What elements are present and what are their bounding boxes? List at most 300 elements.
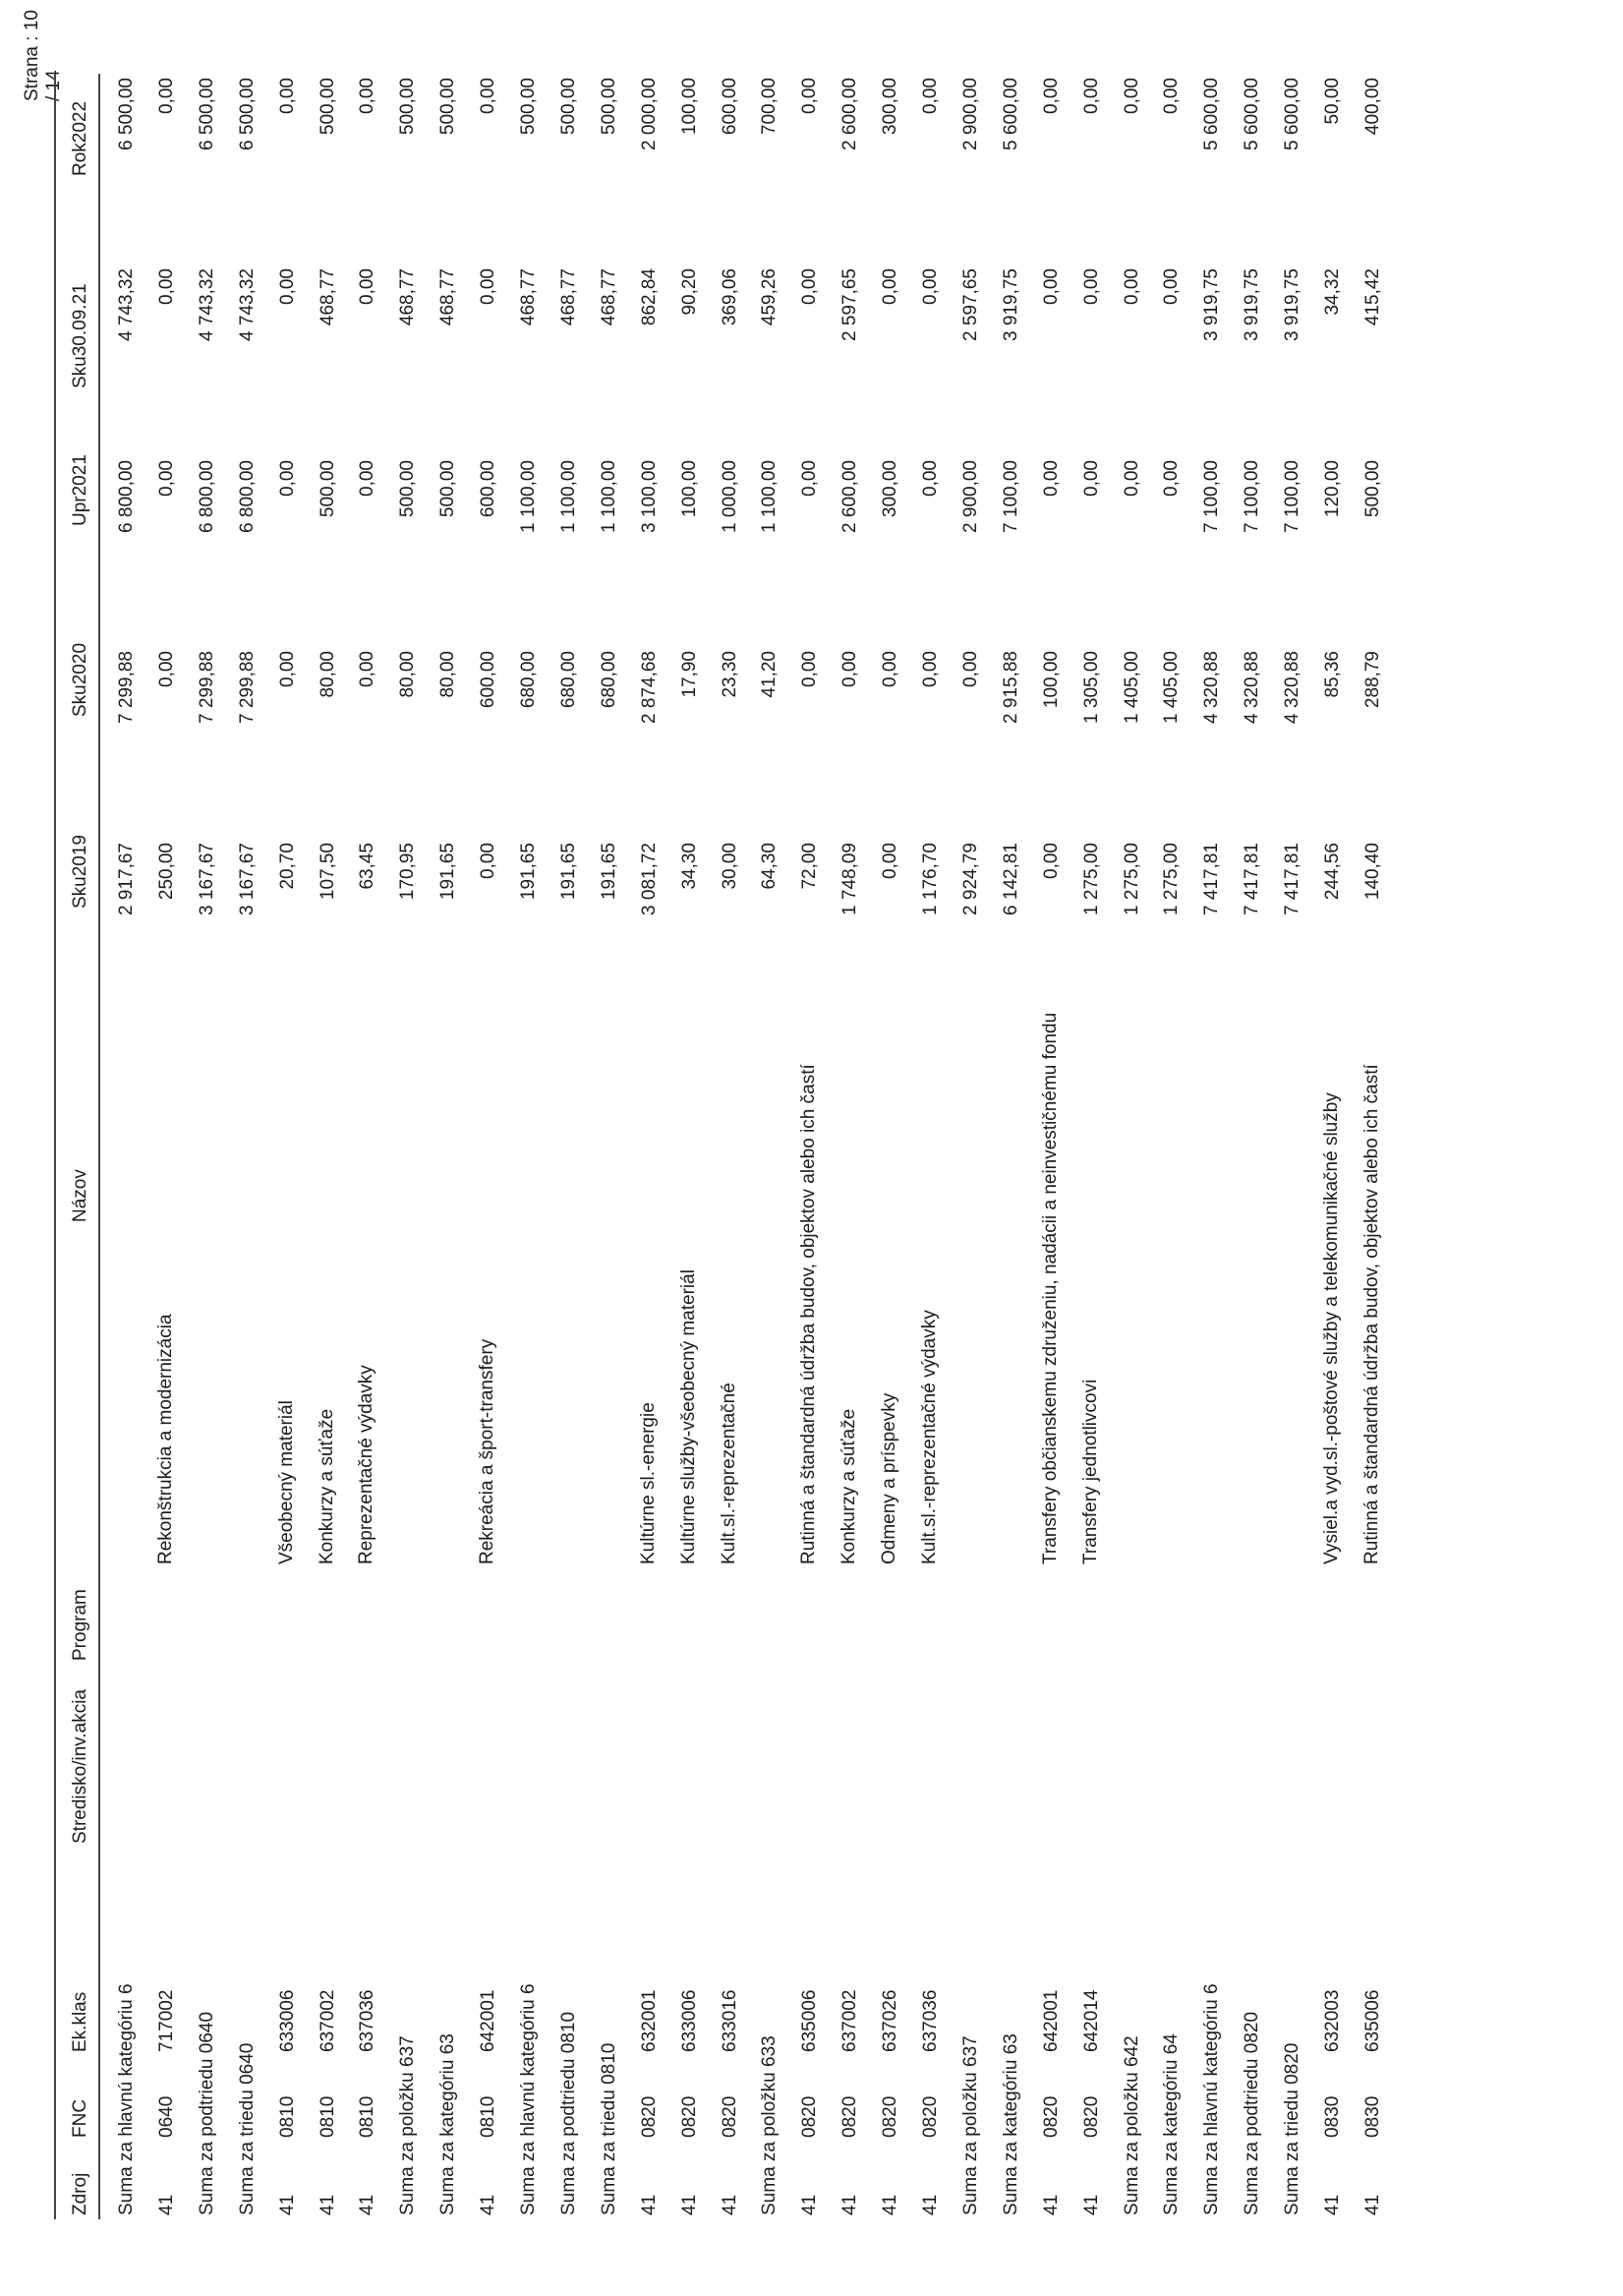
table-row <box>679 0 719 2296</box>
cell-zdroj: 41 <box>155 2194 177 2215</box>
table-row <box>116 0 155 2296</box>
cell-upr2021: 2 600,00 <box>840 460 861 533</box>
cell-sku2019: 2 924,79 <box>959 843 981 915</box>
cell-sku2020: 0,00 <box>880 651 901 687</box>
cell-ek-klas: 633006 <box>678 1989 700 2052</box>
cell-sku2020: 680,00 <box>598 651 619 709</box>
cell-rok2023 <box>599 0 620 15</box>
cell-sku30-09-21: 0,00 <box>920 268 941 305</box>
cell-ek-klas: 642014 <box>1080 1989 1102 2052</box>
cell-zdroj: Suma za hlavnú kategóriu 6 <box>1201 1983 1223 2215</box>
table-row <box>1282 0 1321 2296</box>
table-row <box>1362 0 1402 2296</box>
header-sku2019: Sku2019 <box>70 834 90 909</box>
cell-sku2020: 0,00 <box>840 651 861 687</box>
table-row <box>1041 0 1080 2296</box>
cell-rok2023 <box>558 0 580 15</box>
cell-sku30-09-21: 0,00 <box>799 268 821 305</box>
cell-zdroj: 41 <box>276 2194 298 2215</box>
cell-sku2019: 7 417,81 <box>1242 843 1263 915</box>
cell-zdroj: 41 <box>1040 2194 1062 2215</box>
cell-upr2021: 3 100,00 <box>638 460 660 533</box>
cell-rok2022: 0,00 <box>155 78 177 114</box>
cell-nazov: Transfery občianskemu združeniu, nadácii a neinvestičnému fondu <box>1039 1012 1061 1564</box>
cell-sku2019: 30,00 <box>719 843 740 890</box>
table-row <box>558 0 598 2296</box>
cell-sku30-09-21: 0,00 <box>1040 268 1062 305</box>
cell-rok2022: 0,00 <box>799 78 821 114</box>
header-ek-klas: Ek.klas <box>70 1991 90 2052</box>
cell-rok2022: 300,00 <box>880 78 901 136</box>
cell-rok2023 <box>639 0 661 15</box>
cell-rok2022: 0,00 <box>276 78 298 114</box>
cell-zdroj: 41 <box>678 2194 700 2215</box>
cell-sku2020: 2 915,88 <box>1000 651 1021 724</box>
page-number: Strana : 10 / 14 <box>22 10 64 101</box>
table-row <box>840 0 879 2296</box>
cell-ek-klas: 633006 <box>276 1989 298 2052</box>
cell-ek-klas: 637002 <box>317 1989 338 2052</box>
table-row <box>437 0 477 2296</box>
cell-ek-klas: 635006 <box>799 1989 821 2052</box>
cell-rok2023 <box>437 0 459 15</box>
cell-rok2023 <box>518 0 540 15</box>
cell-sku2020: 2 874,68 <box>638 651 660 724</box>
cell-rok2023 <box>799 0 821 15</box>
cell-fnc: 0820 <box>920 2095 941 2138</box>
cell-upr2021: 1 100,00 <box>598 460 619 533</box>
table-row <box>880 0 919 2296</box>
cell-upr2021: 500,00 <box>397 460 419 518</box>
cell-sku2020: 288,79 <box>1362 651 1383 709</box>
cell-sku2019: 63,45 <box>357 843 378 890</box>
cell-sku2019: 1 748,09 <box>840 843 861 915</box>
cell-nazov: Konkurzy a súťaže <box>316 1408 337 1564</box>
table-row <box>599 0 638 2296</box>
cell-sku2020: 100,00 <box>1040 651 1062 709</box>
cell-zdroj: Suma za hlavnú kategóriu 6 <box>116 1983 137 2215</box>
cell-zdroj: Suma za hlavnú kategóriu 6 <box>518 1983 539 2215</box>
cell-sku2019: 1 176,70 <box>920 843 941 915</box>
table-row <box>1161 0 1200 2296</box>
cell-rok2022: 0,00 <box>1080 78 1102 114</box>
table-row <box>397 0 436 2296</box>
cell-upr2021: 6 800,00 <box>116 460 137 533</box>
cell-rok2022: 5 600,00 <box>1000 78 1021 150</box>
cell-rok2022: 5 600,00 <box>1242 78 1263 150</box>
cell-zdroj: Suma za položku 637 <box>397 2035 419 2215</box>
cell-sku2020: 1 405,00 <box>1161 651 1183 724</box>
cell-fnc: 0820 <box>1040 2095 1062 2138</box>
cell-sku2019: 191,65 <box>518 843 539 901</box>
cell-rok2023 <box>840 0 861 15</box>
cell-rok2023 <box>478 0 499 15</box>
cell-rok2022: 700,00 <box>759 78 781 136</box>
cell-fnc: 0820 <box>799 2095 821 2138</box>
table-row <box>1001 0 1040 2296</box>
cell-sku30-09-21: 0,00 <box>1121 268 1142 305</box>
cell-sku2020: 7 299,88 <box>196 651 217 724</box>
cell-sku2019: 244,56 <box>1322 843 1343 901</box>
cell-rok2023 <box>1362 0 1384 15</box>
cell-rok2023 <box>1122 0 1143 15</box>
cell-ek-klas: 642001 <box>478 1989 499 2052</box>
cell-upr2021: 0,00 <box>920 460 941 497</box>
cell-sku30-09-21: 415,42 <box>1362 268 1383 326</box>
cell-rok2023 <box>318 0 339 15</box>
cell-sku2019: 3 081,72 <box>638 843 660 915</box>
cell-rok2023 <box>156 0 178 15</box>
cell-fnc: 0830 <box>1362 2095 1383 2138</box>
cell-rok2023 <box>1201 0 1223 15</box>
cell-sku30-09-21: 4 743,32 <box>236 268 258 341</box>
cell-upr2021: 500,00 <box>317 460 338 518</box>
cell-nazov: Vysiel.a vyd.sl.-poštové služby a telekomunikačné služby <box>1321 1092 1342 1564</box>
cell-rok2022: 6 500,00 <box>196 78 217 150</box>
table-row <box>1322 0 1362 2296</box>
cell-sku2020: 680,00 <box>518 651 539 709</box>
cell-fnc: 0830 <box>1322 2095 1343 2138</box>
cell-nazov: Kult.sl.-reprezentačné výdavky <box>919 1310 940 1564</box>
table-row <box>1122 0 1161 2296</box>
cell-sku30-09-21: 862,84 <box>638 268 660 326</box>
table-row <box>197 0 236 2296</box>
cell-sku2019: 64,30 <box>759 843 781 890</box>
cell-sku2020: 0,00 <box>357 651 378 687</box>
cell-rok2023 <box>116 0 138 15</box>
cell-sku30-09-21: 468,77 <box>317 268 338 326</box>
cell-zdroj: Suma za podtriedu 0820 <box>1242 2011 1263 2215</box>
cell-rok2022: 500,00 <box>317 78 338 136</box>
cell-rok2022: 500,00 <box>397 78 419 136</box>
cell-rok2023 <box>237 0 259 15</box>
cell-sku30-09-21: 468,77 <box>397 268 419 326</box>
cell-zdroj: 41 <box>1362 2194 1383 2215</box>
cell-ek-klas: 637036 <box>357 1989 378 2052</box>
cell-fnc: 0640 <box>155 2095 177 2138</box>
cell-sku30-09-21: 0,00 <box>880 268 901 305</box>
cell-fnc: 0810 <box>317 2095 338 2138</box>
header-fnc: FNC <box>70 2098 90 2138</box>
cell-rok2023 <box>759 0 781 15</box>
cell-sku30-09-21: 468,77 <box>598 268 619 326</box>
cell-fnc: 0820 <box>1080 2095 1102 2138</box>
cell-upr2021: 0,00 <box>1040 460 1062 497</box>
cell-rok2023 <box>197 0 218 15</box>
cell-upr2021: 7 100,00 <box>1282 460 1304 533</box>
cell-zdroj: 41 <box>719 2194 740 2215</box>
cell-fnc: 0820 <box>719 2095 740 2138</box>
cell-rok2023 <box>277 0 299 15</box>
cell-sku30-09-21: 468,77 <box>557 268 579 326</box>
cell-rok2022: 0,00 <box>478 78 499 114</box>
cell-sku2019: 72,00 <box>799 843 821 890</box>
header-upr2021: Upr2021 <box>70 454 90 526</box>
cell-zdroj: 41 <box>880 2194 901 2215</box>
cell-upr2021: 0,00 <box>276 460 298 497</box>
cell-nazov: Reprezentačné výdavky <box>356 1365 377 1564</box>
cell-sku30-09-21: 0,00 <box>1161 268 1183 305</box>
cell-rok2023 <box>1282 0 1304 15</box>
cell-fnc: 0810 <box>357 2095 378 2138</box>
cell-rok2022: 600,00 <box>719 78 740 136</box>
table-row <box>920 0 959 2296</box>
cell-rok2022: 500,00 <box>557 78 579 136</box>
cell-zdroj: Suma za kategóriu 63 <box>437 2033 459 2215</box>
cell-zdroj: Suma za položku 633 <box>759 2035 781 2215</box>
cell-sku30-09-21: 2 597,65 <box>959 268 981 341</box>
cell-fnc: 0820 <box>880 2095 901 2138</box>
cell-rok2023 <box>1242 0 1263 15</box>
cell-sku2019: 0,00 <box>478 843 499 879</box>
cell-rok2022: 5 600,00 <box>1282 78 1304 150</box>
cell-sku30-09-21: 0,00 <box>155 268 177 305</box>
header-sku2020: Sku2020 <box>70 642 90 717</box>
cell-ek-klas: 632001 <box>638 1989 660 2052</box>
cell-sku2019: 1 275,00 <box>1121 843 1142 915</box>
cell-zdroj: Suma za triedu 0810 <box>598 2042 619 2215</box>
cell-rok2022: 6 500,00 <box>116 78 137 150</box>
cell-rok2022: 100,00 <box>678 78 700 136</box>
cell-sku2020: 7 299,88 <box>116 651 137 724</box>
header-program: Program <box>70 1589 90 1661</box>
cell-sku2019: 34,30 <box>678 843 700 890</box>
cell-ek-klas: 633016 <box>719 1989 740 2052</box>
cell-sku30-09-21: 34,32 <box>1322 268 1343 316</box>
cell-zdroj: 41 <box>1080 2194 1102 2215</box>
table-row <box>1081 0 1121 2296</box>
cell-zdroj: Suma za položku 637 <box>959 2035 981 2215</box>
table-row <box>1242 0 1281 2296</box>
cell-upr2021: 0,00 <box>1161 460 1183 497</box>
cell-nazov: Rekonštrukcia a modernizácia <box>154 1314 176 1564</box>
table-row <box>318 0 357 2296</box>
cell-sku2019: 0,00 <box>880 843 901 879</box>
cell-sku2020: 0,00 <box>920 651 941 687</box>
cell-sku30-09-21: 3 919,75 <box>1000 268 1021 341</box>
cell-sku2019: 1 275,00 <box>1080 843 1102 915</box>
cell-rok2022: 500,00 <box>437 78 459 136</box>
header-top-rule <box>54 74 56 2219</box>
cell-rok2022: 0,00 <box>1121 78 1142 114</box>
cell-rok2023 <box>397 0 419 15</box>
cell-upr2021: 0,00 <box>1080 460 1102 497</box>
table-row <box>518 0 557 2296</box>
cell-ek-klas: 637002 <box>840 1989 861 2052</box>
cell-rok2023 <box>1161 0 1183 15</box>
cell-upr2021: 1 000,00 <box>719 460 740 533</box>
cell-rok2023 <box>357 0 378 15</box>
cell-sku2020: 80,00 <box>317 651 338 698</box>
table-row <box>237 0 276 2296</box>
cell-sku30-09-21: 468,77 <box>518 268 539 326</box>
cell-rok2023 <box>679 0 701 15</box>
cell-sku2020: 600,00 <box>478 651 499 709</box>
cell-rok2022: 2 600,00 <box>840 78 861 150</box>
cell-sku2019: 20,70 <box>276 843 298 890</box>
cell-nazov: Všeobecný materiál <box>275 1400 297 1564</box>
cell-sku2020: 17,90 <box>678 651 700 698</box>
header-bottom-rule <box>98 74 100 2219</box>
cell-sku2019: 3 167,67 <box>236 843 258 915</box>
cell-upr2021: 1 100,00 <box>557 460 579 533</box>
cell-rok2023 <box>1001 0 1022 15</box>
table-row <box>720 0 759 2296</box>
cell-nazov: Odmeny a príspevky <box>879 1392 900 1564</box>
cell-sku2020: 1 305,00 <box>1080 651 1102 724</box>
cell-ek-klas: 642001 <box>1040 1989 1062 2052</box>
cell-upr2021: 7 100,00 <box>1242 460 1263 533</box>
cell-sku2019: 3 167,67 <box>196 843 217 915</box>
cell-upr2021: 7 100,00 <box>1201 460 1223 533</box>
cell-rok2023 <box>880 0 901 15</box>
cell-zdroj: Suma za podtriedu 0810 <box>557 2011 579 2215</box>
cell-sku2020: 0,00 <box>155 651 177 687</box>
header-nazov: Názov <box>70 1169 90 1222</box>
cell-nazov: Konkurzy a súťaže <box>839 1408 860 1564</box>
cell-sku2019: 0,00 <box>1040 843 1062 879</box>
cell-rok2023 <box>1041 0 1063 15</box>
cell-zdroj: Suma za položku 642 <box>1121 2035 1142 2215</box>
cell-upr2021: 300,00 <box>880 460 901 518</box>
table-row <box>799 0 839 2296</box>
table-row <box>639 0 678 2296</box>
cell-zdroj: 41 <box>478 2194 499 2215</box>
cell-rok2022: 6 500,00 <box>236 78 258 150</box>
cell-sku30-09-21: 0,00 <box>276 268 298 305</box>
cell-ek-klas: 637036 <box>920 1989 941 2052</box>
cell-sku30-09-21: 4 743,32 <box>116 268 137 341</box>
cell-zdroj: 41 <box>317 2194 338 2215</box>
cell-zdroj: Suma za kategóriu 64 <box>1161 2033 1183 2215</box>
cell-fnc: 0820 <box>840 2095 861 2138</box>
cell-sku30-09-21: 90,20 <box>678 268 700 316</box>
cell-rok2023 <box>1081 0 1103 15</box>
cell-rok2022: 0,00 <box>1161 78 1183 114</box>
cell-rok2022: 50,00 <box>1322 78 1343 125</box>
cell-sku30-09-21: 3 919,75 <box>1242 268 1263 341</box>
cell-upr2021: 1 100,00 <box>518 460 539 533</box>
cell-sku2019: 170,95 <box>397 843 419 901</box>
cell-upr2021: 120,00 <box>1322 460 1343 518</box>
cell-sku2019: 107,50 <box>317 843 338 901</box>
cell-upr2021: 600,00 <box>478 460 499 518</box>
table-row <box>277 0 317 2296</box>
cell-zdroj: 41 <box>920 2194 941 2215</box>
cell-sku30-09-21: 0,00 <box>1080 268 1102 305</box>
cell-sku30-09-21: 0,00 <box>478 268 499 305</box>
cell-fnc: 0820 <box>638 2095 660 2138</box>
header-stredisko: Stredisko/inv.akcia <box>70 1689 90 1844</box>
cell-sku2019: 1 275,00 <box>1161 843 1183 915</box>
table-row <box>1201 0 1241 2296</box>
cell-fnc: 0810 <box>276 2095 298 2138</box>
cell-upr2021: 0,00 <box>799 460 821 497</box>
table-row <box>478 0 517 2296</box>
cell-sku30-09-21: 3 919,75 <box>1282 268 1304 341</box>
cell-rok2022: 500,00 <box>598 78 619 136</box>
cell-sku2020: 0,00 <box>959 651 981 687</box>
cell-ek-klas: 637026 <box>880 1989 901 2052</box>
cell-sku2020: 0,00 <box>799 651 821 687</box>
cell-upr2021: 6 800,00 <box>196 460 217 533</box>
cell-rok2022: 0,00 <box>1040 78 1062 114</box>
cell-upr2021: 7 100,00 <box>1000 460 1021 533</box>
cell-zdroj: 41 <box>1322 2194 1343 2215</box>
cell-sku30-09-21: 459,26 <box>759 268 781 326</box>
cell-rok2022: 0,00 <box>920 78 941 114</box>
cell-sku2019: 191,65 <box>437 843 459 901</box>
cell-sku2020: 1 405,00 <box>1121 651 1142 724</box>
cell-upr2021: 500,00 <box>437 460 459 518</box>
cell-nazov: Kultúrne služby-všeobecný materiál <box>677 1269 699 1564</box>
cell-upr2021: 0,00 <box>155 460 177 497</box>
cell-rok2023 <box>920 0 942 15</box>
cell-zdroj: Suma za triedu 0820 <box>1282 2042 1304 2215</box>
cell-zdroj: 41 <box>638 2194 660 2215</box>
cell-nazov: Kultúrne sl.-energie <box>637 1402 659 1564</box>
cell-nazov: Transfery jednotlivcovi <box>1079 1379 1101 1564</box>
cell-fnc: 0810 <box>478 2095 499 2138</box>
cell-upr2021: 500,00 <box>1362 460 1383 518</box>
cell-ek-klas: 635006 <box>1362 1989 1383 2052</box>
cell-upr2021: 0,00 <box>357 460 378 497</box>
cell-ek-klas: 717002 <box>155 1989 177 2052</box>
cell-zdroj: 41 <box>840 2194 861 2215</box>
cell-rok2022: 2 900,00 <box>959 78 981 150</box>
cell-sku2019: 250,00 <box>155 843 177 901</box>
cell-zdroj: Suma za podtriedu 0640 <box>196 2011 217 2215</box>
cell-sku30-09-21: 3 919,75 <box>1201 268 1223 341</box>
cell-sku2020: 4 320,88 <box>1282 651 1304 724</box>
cell-nazov: Rekreácia a šport-transfery <box>477 1338 498 1564</box>
cell-nazov: Rutinná a štandardná údržba budov, objektov alebo ich častí <box>1361 1064 1382 1564</box>
cell-sku30-09-21: 369,06 <box>719 268 740 326</box>
cell-upr2021: 0,00 <box>1121 460 1142 497</box>
cell-zdroj: Suma za triedu 0640 <box>236 2042 258 2215</box>
cell-upr2021: 6 800,00 <box>236 460 258 533</box>
cell-sku2020: 4 320,88 <box>1201 651 1223 724</box>
cell-upr2021: 100,00 <box>678 460 700 518</box>
cell-upr2021: 2 900,00 <box>959 460 981 533</box>
cell-rok2023 <box>720 0 741 15</box>
cell-sku30-09-21: 468,77 <box>437 268 459 326</box>
cell-zdroj: 41 <box>799 2194 821 2215</box>
cell-sku30-09-21: 2 597,65 <box>840 268 861 341</box>
header-sku30-09-21: Sku30.09.21 <box>70 283 90 388</box>
cell-sku2019: 140,40 <box>1362 843 1383 901</box>
cell-nazov: Kult.sl.-reprezentačné <box>718 1383 739 1564</box>
cell-zdroj: Suma za kategóriu 63 <box>1000 2033 1021 2215</box>
cell-sku2020: 23,30 <box>719 651 740 698</box>
cell-rok2023 <box>960 0 982 15</box>
cell-sku30-09-21: 4 743,32 <box>196 268 217 341</box>
cell-sku2019: 2 917,67 <box>116 843 137 915</box>
cell-sku2020: 85,36 <box>1322 651 1343 698</box>
header-zdroj: Zdroj <box>70 2172 90 2215</box>
cell-sku2020: 80,00 <box>397 651 419 698</box>
cell-sku2019: 191,65 <box>598 843 619 901</box>
cell-sku30-09-21: 0,00 <box>357 268 378 305</box>
cell-sku2019: 7 417,81 <box>1201 843 1223 915</box>
cell-sku2020: 80,00 <box>437 651 459 698</box>
cell-rok2022: 400,00 <box>1362 78 1383 136</box>
cell-zdroj: 41 <box>357 2194 378 2215</box>
cell-sku2020: 4 320,88 <box>1242 651 1263 724</box>
cell-upr2021: 1 100,00 <box>759 460 781 533</box>
cell-sku2020: 0,00 <box>276 651 298 687</box>
header-rok2022: Rok2022 <box>70 100 90 176</box>
